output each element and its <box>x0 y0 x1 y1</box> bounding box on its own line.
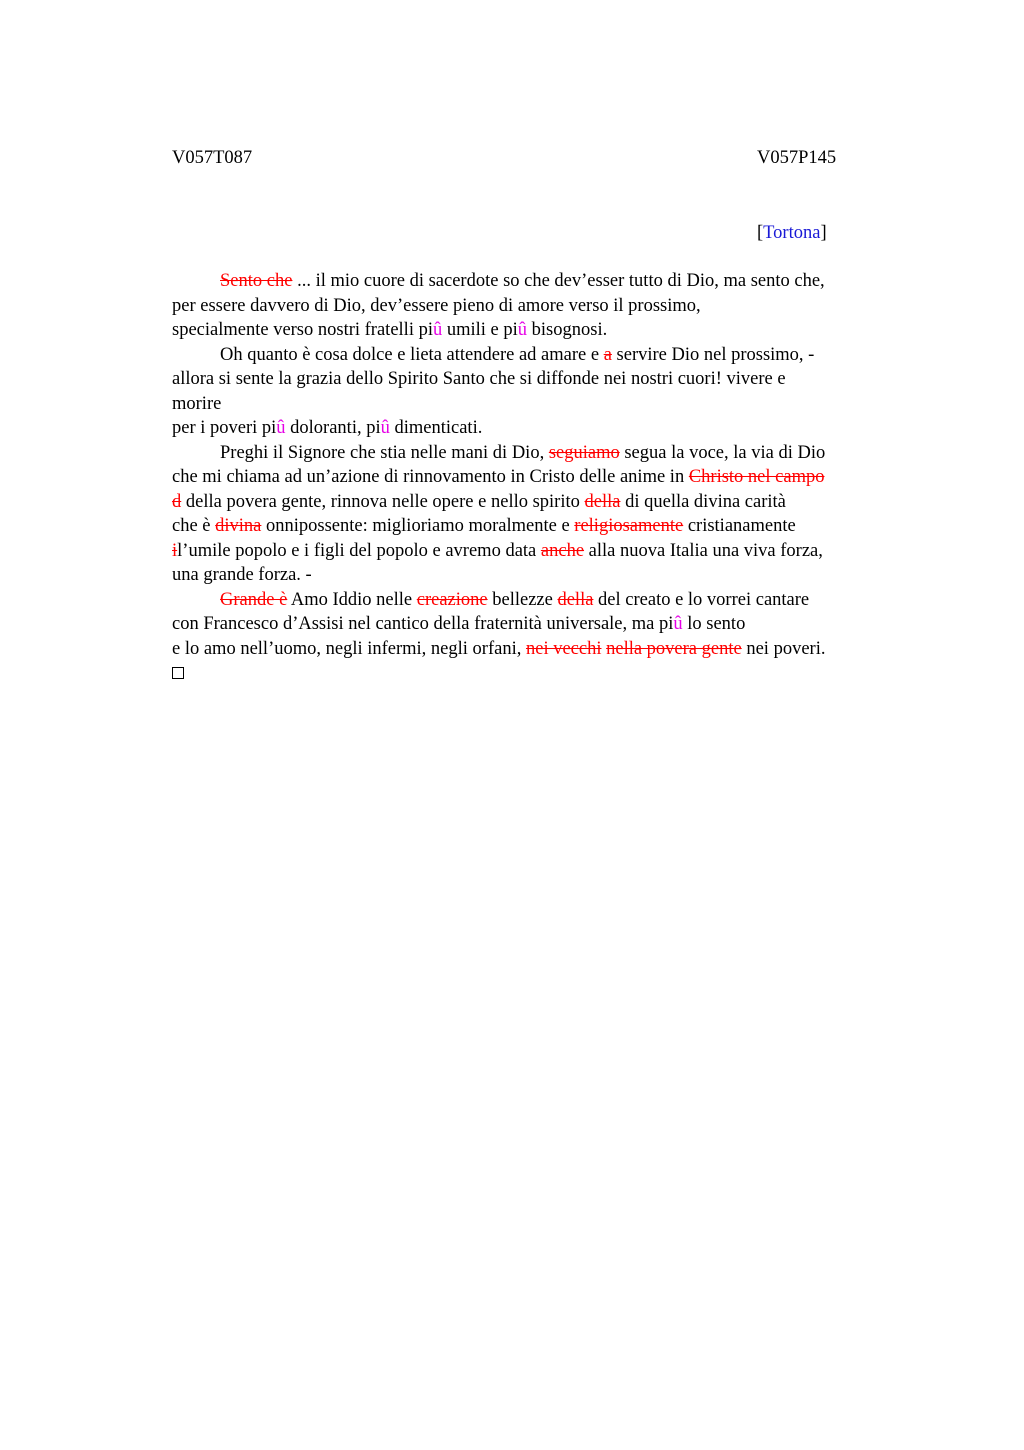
text-segment: che mi chiama ad un’azione di rinnovamento in Cristo delle anime in <box>172 467 689 487</box>
text-line <box>172 563 912 588</box>
accent-mark: û <box>380 418 390 438</box>
text-segment: nei poveri. <box>741 638 826 659</box>
place-bracket-close: ] <box>820 223 827 243</box>
deleted-text: anche <box>540 540 585 561</box>
text-line <box>172 514 912 539</box>
deleted-text: nella povera gente <box>606 638 742 659</box>
text-line <box>172 465 912 490</box>
end-marker-line <box>172 661 912 686</box>
deleted-text: Christo nel campo <box>688 467 825 487</box>
place-name: Tortona <box>763 223 821 243</box>
place-bracket-open: [ <box>757 223 764 243</box>
text-segment: ... il mio cuore di sacerdote so che dev’esser tutto di Dio, ma sento che, <box>292 271 825 291</box>
deleted-text: creazione <box>416 589 488 610</box>
text-segment: del creato e lo vorrei cantare <box>593 589 810 610</box>
deleted-text: della <box>557 589 594 610</box>
deleted-text: a <box>603 344 612 365</box>
end-of-text-box-icon <box>172 667 184 679</box>
text-segment: per essere davvero di Dio, dev’essere pieno di amore verso il prossimo, <box>172 295 701 316</box>
text-line <box>172 367 912 392</box>
deleted-text: divina <box>215 516 262 536</box>
text-segment: alla nuova Italia una viva forza, <box>584 540 823 561</box>
accent-mark: û <box>673 614 683 634</box>
text-segment: bisognosi. <box>527 320 608 340</box>
text-segment: morire <box>172 393 222 414</box>
document-code-right: V057P145 <box>757 148 837 168</box>
text-line <box>172 637 912 662</box>
accent-mark: û <box>432 320 443 340</box>
text-line <box>172 343 912 368</box>
text-line <box>172 490 912 515</box>
text-segment: cristianamente <box>683 516 796 536</box>
accent-mark: û <box>517 320 528 340</box>
text-segment: servire Dio nel prossimo, - <box>611 344 815 365</box>
deleted-text: Grande è <box>220 589 288 610</box>
text-line <box>172 539 912 564</box>
text-segment: specialmente verso nostri fratelli pi <box>172 320 433 340</box>
text-segment: lo sento <box>682 614 746 634</box>
text-segment: e lo amo nell’uomo, negli infermi, negli orfani, <box>172 638 526 659</box>
text-line <box>172 392 912 417</box>
text-segment: per i poveri pi <box>172 418 277 438</box>
deleted-text: della <box>584 491 621 512</box>
deleted-text: i <box>172 540 178 561</box>
text-line <box>172 441 912 466</box>
place-annotation <box>757 221 827 245</box>
text-line <box>172 416 912 441</box>
deleted-text: d <box>172 491 182 512</box>
text-segment: Preghi il Signore che stia nelle mani di Dio, <box>220 442 549 463</box>
text-segment: bellezze <box>487 589 558 610</box>
text-segment: segua la voce, la via di Dio <box>619 442 826 463</box>
deleted-text: Sento che <box>220 271 293 291</box>
text-segment: onnipossente: miglioriamo moralmente e <box>261 516 575 536</box>
text-segment: Oh quanto è cosa dolce e lieta attendere ad amare e <box>220 344 604 365</box>
text-segment: allora si sente la grazia dello Spirito Santo che si diffonde nei nostri cuori! vivere e <box>172 369 786 389</box>
document-code-left: V057T087 <box>172 148 253 168</box>
deleted-text: seguiamo <box>548 442 620 463</box>
deleted-text: nei vecchi <box>525 638 602 659</box>
text-segment: Amo Iddio nelle <box>287 589 417 610</box>
text-line <box>172 588 912 613</box>
text-line <box>172 318 912 343</box>
accent-mark: û <box>276 418 286 438</box>
text-line <box>172 612 912 637</box>
text-line <box>172 269 912 294</box>
text-segment: dimenticati. <box>389 418 483 438</box>
text-segment: della povera gente, rinnova nelle opere e nello spirito <box>181 491 585 512</box>
document-body <box>172 269 912 686</box>
text-segment: umili e pi <box>442 320 518 340</box>
text-segment: che è <box>172 516 216 536</box>
text-segment: con Francesco d’Assisi nel cantico della fraternità universale, ma pi <box>172 614 674 634</box>
deleted-text: religiosamente <box>574 516 684 536</box>
text-segment: l’umile popolo e i figli del popolo e avremo data <box>177 540 541 561</box>
text-segment: doloranti, pi <box>285 418 381 438</box>
text-segment: una grande forza. - <box>172 565 312 585</box>
text-segment: di quella divina carità <box>620 491 786 512</box>
text-line <box>172 294 912 319</box>
